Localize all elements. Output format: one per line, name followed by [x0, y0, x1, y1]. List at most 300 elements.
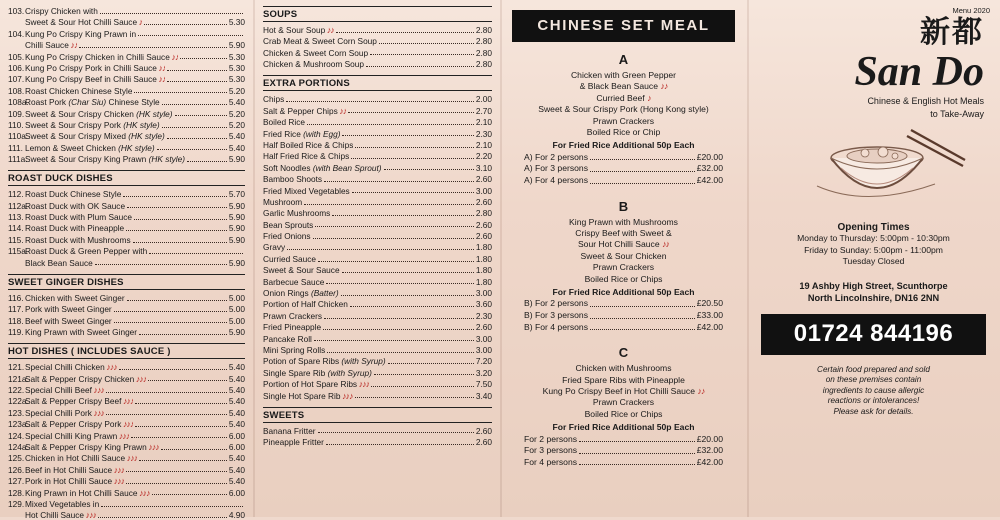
menu-item-row [8, 86, 245, 96]
menu-item-price: 2.60 [475, 425, 492, 436]
menu-item-row [8, 316, 245, 326]
menu-item-number: 110a. [8, 131, 29, 142]
disclaimer-line: ingredients to cause allergic [822, 385, 925, 395]
menu-item-name: Hot Chilli Sauce ♪♪♪ [25, 510, 97, 520]
menu-item-price: 3.60 [475, 299, 492, 310]
dot-leader [167, 80, 226, 82]
dot-leader [134, 218, 227, 220]
menu-item-name: Beef with Sweet Ginger [25, 315, 112, 326]
menu-item-name: Portion of Hot Spare Ribs ♪♪♪ [263, 379, 370, 390]
menu-item-name: Garlic Mushrooms [263, 208, 331, 219]
menu-item-price: 2.00 [475, 94, 492, 105]
menu-item-name: Roast Duck & Green Pepper with [25, 246, 148, 257]
dot-leader [307, 123, 474, 125]
menu-item-row [8, 293, 245, 303]
dot-leader [286, 100, 474, 102]
set-meal-letter: B [618, 198, 629, 214]
dot-leader [135, 425, 226, 427]
dot-leader [95, 263, 227, 265]
dot-leader [131, 436, 227, 438]
menu-item-row [263, 231, 492, 241]
menu-item-name: Roast Duck Chinese Style [25, 189, 122, 200]
menu-item-price: 6.00 [228, 441, 245, 452]
menu-item-row [8, 465, 245, 475]
set-meal-price: £32.00 [696, 445, 723, 456]
menu-item-price: 3.00 [475, 333, 492, 344]
menu-item-price: 5.40 [228, 396, 245, 407]
menu-item-name: Beef in Hot Chilli Sauce ♪♪♪ [25, 464, 125, 475]
menu-item-name: Fried Rice (with Egg) [263, 128, 341, 139]
menu-item-row [263, 391, 492, 401]
menu-section [263, 6, 492, 69]
menu-item-name: Sweet & Sour Crispy Pork (HK style) [25, 119, 160, 130]
set-meal-price-label: B) For 4 persons [524, 321, 588, 332]
menu-item-name: Salt & Pepper Crispy Chicken ♪♪♪ [25, 373, 147, 384]
dot-leader [315, 225, 474, 227]
menu-item-row [8, 120, 245, 130]
set-meal-dish: Sweet & Sour Chicken [580, 250, 667, 261]
menu-item-name: Soft Noodles (with Bean Sprout) [263, 162, 382, 173]
set-meal-price: £42.00 [696, 175, 723, 186]
section-title: SOUPS [263, 6, 492, 22]
dot-leader [590, 152, 695, 161]
menu-item-name: Roast Chicken Chinese Style [25, 85, 133, 96]
menu-item-number: 123. [8, 407, 25, 418]
menu-item-row [263, 299, 492, 309]
opening-time-line: Monday to Thursday: 5:00pm - 10:30pm [797, 233, 950, 243]
dot-leader [342, 134, 473, 136]
dot-leader [144, 23, 227, 25]
menu-item-row [263, 163, 492, 173]
menu-item-name: Portion of Half Chicken [263, 299, 348, 310]
dot-leader [374, 373, 474, 375]
panel-dishes [0, 0, 253, 520]
chilli-icon: ♪♪♪ [117, 430, 130, 441]
panel-soups-extras [253, 0, 500, 517]
set-meal-price-row [510, 322, 737, 334]
menu-item-price: 2.10 [475, 117, 492, 128]
menu-item-number: 112. [8, 189, 24, 200]
menu-item-name: Mushroom [263, 196, 303, 207]
disclaimer-line: on these premises contain [825, 375, 922, 385]
menu-item-row [8, 40, 245, 50]
menu-item-price: 5.90 [228, 223, 245, 234]
dot-leader [326, 282, 473, 284]
set-meal-price-row [510, 457, 737, 469]
menu-item-number: 114. [8, 223, 24, 234]
menu-section-list [8, 170, 245, 520]
menu-item-name: Crispy Chicken with [25, 6, 98, 16]
menu-section-list [263, 6, 492, 447]
menu-item-number: 103. [8, 6, 25, 16]
menu-item-number: 127. [8, 476, 25, 487]
disclaimer-line: reactions or intolerances! [827, 396, 920, 406]
dot-leader [313, 237, 474, 239]
dot-leader [370, 53, 474, 55]
menu-item-name: Crab Meat & Sweet Corn Soup [263, 36, 377, 47]
menu-item-number: 107. [8, 74, 25, 85]
menu-item-price: 6.00 [228, 430, 245, 441]
menu-item-number: 108a. [8, 97, 29, 108]
menu-item-row [8, 223, 245, 233]
allergy-disclaimer [767, 365, 980, 418]
chilli-icon: ♪♪ [337, 105, 347, 116]
menu-item-price: 5.90 [228, 212, 245, 223]
menu-item-number: 129. [8, 498, 25, 509]
dot-leader [101, 505, 243, 507]
dot-leader [590, 310, 695, 319]
dot-leader [106, 391, 227, 393]
menu-item-price: 2.70 [475, 105, 492, 116]
set-meal-dish: Fried Spare Ribs with Pineapple [562, 374, 685, 385]
menu-item-row [8, 385, 245, 395]
set-meal-dish: Chicken with Mushrooms [575, 363, 672, 374]
dot-leader [579, 434, 695, 443]
menu-item-row [8, 109, 245, 119]
section-title: SWEETS [263, 407, 492, 423]
menu-item-row [263, 117, 492, 127]
menu-item-row [263, 437, 492, 447]
menu-item-row [263, 48, 492, 58]
menu-item-price: 2.80 [475, 59, 492, 70]
set-meal-block [510, 52, 737, 187]
menu-item-row [8, 431, 245, 441]
dot-leader [350, 305, 474, 307]
menu-item-list-top [8, 6, 245, 164]
chilli-icon: ♪♪ [697, 386, 705, 397]
menu-item-price: 5.00 [228, 292, 245, 303]
menu-item-row [8, 131, 245, 141]
dot-leader [114, 321, 227, 323]
menu-item-name: Bamboo Shoots [263, 174, 323, 185]
dot-leader [135, 402, 226, 404]
chilli-icon: ♪♪ [169, 51, 179, 62]
menu-item-row [8, 74, 245, 84]
set-meal-price-label: For 4 persons [524, 456, 578, 467]
set-meal-dish: Sour Hot Chilli Sauce ♪♪ [577, 239, 670, 250]
menu-item-name: Mini Spring Rolls [263, 344, 326, 355]
menu-item-name: Salt & Pepper Crispy King Prawn ♪♪♪ [25, 441, 159, 452]
set-meal-price-label: A) For 2 persons [524, 151, 588, 162]
menu-section [8, 343, 245, 520]
menu-item-number: 128. [8, 487, 25, 498]
set-meal-letter: C [618, 345, 629, 361]
set-meal-price-label: B) For 3 persons [524, 310, 588, 321]
menu-item-price: 3.40 [475, 390, 492, 401]
menu-item-name: Sweet & Sour Sauce [263, 265, 340, 276]
menu-item-price: 2.80 [475, 208, 492, 219]
menu-item-row [263, 106, 492, 116]
dot-leader [162, 103, 227, 105]
menu-item-price: 5.00 [228, 304, 245, 315]
menu-item-row [263, 322, 492, 332]
dot-leader [324, 317, 474, 319]
dot-leader [152, 493, 227, 495]
dot-leader [106, 413, 227, 415]
set-meal-price: £32.00 [696, 163, 723, 174]
menu-item-name: Kung Po Crispy Beef in Chilli Sauce ♪♪ [25, 74, 166, 85]
menu-year-label: Menu 2020 [952, 6, 990, 15]
menu-item-row [263, 368, 492, 378]
menu-item-row [263, 59, 492, 69]
menu-item-row [8, 52, 245, 62]
set-meal-price-label: A) For 4 persons [524, 175, 588, 186]
set-meal-dish: Sweet & Sour Crispy Pork (Hong Kong style) [538, 104, 709, 115]
set-meal-dish: Boiled Rice or Chips [584, 273, 663, 284]
menu-item-row [8, 499, 245, 509]
dot-leader [114, 310, 227, 312]
menu-item-price: 2.80 [475, 36, 492, 47]
menu-item-price: 5.20 [228, 85, 245, 96]
menu-item-row [8, 201, 245, 211]
dot-leader [167, 69, 226, 71]
chilli-icon: ♪♪♪ [134, 373, 147, 384]
menu-item-row [263, 311, 492, 321]
menu-item-number: 117. [8, 304, 24, 315]
set-meal-price-label: For 3 persons [524, 445, 578, 456]
chilli-icon: ♪♪♪ [84, 510, 97, 520]
dot-leader [318, 431, 474, 433]
menu-item-name: Hot & Sour Soup ♪♪ [263, 25, 334, 35]
menu-item-price: 5.40 [228, 464, 245, 475]
dot-leader [327, 351, 474, 353]
menu-item-name: Lemon & Sweet Chicken (HK style) [25, 142, 155, 153]
menu-item-price: 1.80 [475, 265, 492, 276]
menu-item-price: 5.30 [228, 51, 245, 62]
menu-item-row [263, 208, 492, 218]
menu-item-row [263, 174, 492, 184]
menu-item-name: Fried Onions [263, 231, 311, 242]
menu-item-number: 108. [8, 85, 25, 96]
menu-item-number: 125. [8, 453, 25, 464]
menu-item-name: Salt & Pepper Crispy Pork ♪♪♪ [25, 419, 134, 430]
chilli-icon: ♪♪♪ [112, 464, 125, 475]
menu-item-name: Roast Duck with Plum Sauce [25, 212, 132, 223]
chilli-icon: ♪♪♪ [137, 487, 150, 498]
phone-number[interactable]: 01724 844196 [761, 314, 986, 355]
menu-item-row [8, 419, 245, 429]
set-meal-price-row [510, 175, 737, 187]
menu-item-name: Chilli Sauce ♪♪ [25, 40, 78, 51]
chilli-icon: ♪♪ [156, 74, 166, 85]
menu-item-name: King Prawn in Hot Chilli Sauce ♪♪♪ [25, 487, 150, 498]
menu-section [8, 170, 245, 268]
chilli-icon: ♪♪ [660, 81, 668, 92]
dot-leader [384, 168, 474, 170]
menu-item-price: 1.80 [475, 242, 492, 253]
chilli-icon: ♪♪♪ [357, 379, 370, 390]
set-meal-list [510, 52, 737, 468]
menu-item-name: Pancake Roll [263, 333, 312, 344]
menu-item-row [263, 36, 492, 46]
dot-leader [119, 368, 227, 370]
menu-item-name: Black Bean Sauce [25, 257, 93, 268]
noodle-bowl-illustration [757, 122, 990, 218]
set-meal-price: £20.00 [696, 151, 723, 162]
set-meal-dish: Crispy Beef with Sweet & [575, 228, 672, 239]
menu-item-price: 2.30 [475, 310, 492, 321]
menu-item-row [263, 151, 492, 161]
chilli-icon: ♪♪♪ [112, 476, 125, 487]
chilli-icon: ♪♪♪ [146, 441, 159, 452]
menu-item-name: Special Chilli Chicken ♪♪♪ [25, 362, 117, 373]
menu-item-price: 5.40 [228, 362, 245, 373]
set-meal-note: For Fried Rice Additional 50p Each [552, 140, 695, 151]
chilli-icon: ♪♪ [325, 25, 334, 35]
menu-item-price: 3.00 [475, 288, 492, 299]
menu-item-name: Barbecue Sauce [263, 276, 325, 287]
opening-time-line: Tuesday Closed [842, 256, 905, 266]
dot-leader [351, 157, 474, 159]
set-meal-price: £42.00 [696, 321, 723, 332]
menu-item-row [8, 396, 245, 406]
set-meal-dish: Kung Po Crispy Beef in Hot Chilli Sauce ♪♪ [542, 386, 705, 397]
menu-item-row [8, 17, 245, 27]
menu-item-row [263, 288, 492, 298]
menu-item-name: Mixed Vegetables in [25, 498, 100, 509]
menu-item-number: 109. [8, 108, 25, 119]
dot-leader [579, 445, 695, 454]
menu-section [263, 75, 492, 400]
set-meal-price-label: For 2 persons [524, 433, 578, 444]
menu-item-row [8, 453, 245, 463]
opening-times-heading: Opening Times [837, 222, 910, 233]
menu-item-price: 5.70 [228, 189, 245, 200]
menu-item-row [263, 426, 492, 436]
dot-leader [79, 46, 227, 48]
menu-item-row [8, 143, 245, 153]
menu-item-name: Roast Duck with Pineapple [25, 223, 125, 234]
dot-leader [139, 333, 227, 335]
menu-item-number: 115. [8, 234, 24, 245]
dot-leader [342, 271, 474, 273]
dot-leader [318, 260, 474, 262]
menu-item-name: Half Fried Rice & Chips [263, 151, 350, 162]
chilli-icon: ♪♪♪ [104, 362, 117, 373]
menu-item-name: Potion of Spare Ribs (with Syrup) [263, 356, 386, 367]
chilli-icon: ♪♪♪ [121, 396, 134, 407]
menu-item-price: 5.40 [228, 419, 245, 430]
set-meal-dish: King Prawn with Mushrooms [569, 216, 678, 227]
dot-leader [304, 203, 474, 205]
address-line-2: North Lincolnshire, DN16 2NN [807, 292, 940, 303]
menu-item-price: 5.40 [228, 131, 245, 142]
menu-item-name: Sweet & Sour Crispy Chicken (HK style) [25, 108, 173, 119]
menu-item-price: 2.60 [475, 196, 492, 207]
set-meal-block [510, 345, 737, 468]
address-line-1: 19 Ashby High Street, Scunthorpe [799, 280, 948, 291]
set-meal-price-row [510, 445, 737, 457]
menu-item-row [8, 97, 245, 107]
menu-item-row [8, 304, 245, 314]
menu-item-price: 1.80 [475, 276, 492, 287]
tagline-line-1: Chinese & English Hot Meals [867, 96, 984, 106]
menu-item-name: Kung Po Crispy King Prawn in [25, 28, 137, 39]
menu-item-price: 2.60 [475, 219, 492, 230]
menu-item-row [263, 242, 492, 252]
menu-item-row [25, 510, 245, 520]
set-meal-block [510, 199, 737, 334]
menu-item-name: Banana Fritter [263, 425, 316, 436]
dot-leader [332, 214, 474, 216]
menu-item-price: 2.30 [475, 128, 492, 139]
section-title: HOT DISHES ( INCLUDES SAUCE ) [8, 343, 245, 359]
section-title: SWEET GINGER DISHES [8, 274, 245, 290]
chilli-icon: ♪♪♪ [121, 419, 134, 430]
dot-leader [371, 385, 474, 387]
dot-leader [126, 482, 227, 484]
menu-item-price: 3.10 [475, 162, 492, 173]
panel-branding [747, 0, 1000, 517]
menu-item-price: 5.30 [228, 74, 245, 85]
set-meal-price: £20.50 [696, 298, 723, 309]
menu-item-name: Pork in Hot Chilli Sauce ♪♪♪ [25, 476, 125, 487]
menu-item-row [8, 374, 245, 384]
menu-item-name: Roast Duck with OK Sauce [25, 200, 126, 211]
menu-section [8, 274, 245, 337]
menu-item-price: 1.80 [475, 253, 492, 264]
dot-leader [287, 248, 474, 250]
set-meal-dish: Boiled Rice or Chip [586, 127, 661, 138]
dot-leader [590, 322, 695, 331]
dot-leader [100, 12, 243, 14]
chinese-name: 新都 [920, 16, 984, 49]
menu-item-row [8, 362, 245, 372]
menu-item-price: 3.00 [475, 344, 492, 355]
menu-item-row [8, 154, 245, 164]
menu-item-price: 5.20 [228, 108, 245, 119]
dot-leader [323, 328, 474, 330]
dot-leader [324, 180, 474, 182]
menu-item-name: King Prawn with Sweet Ginger [25, 327, 138, 337]
brand-name: San Do [854, 49, 984, 95]
menu-item-row [263, 379, 492, 389]
dot-leader [590, 175, 695, 184]
menu-item-name: Salt & Pepper Chips ♪♪ [263, 105, 347, 116]
dot-leader [355, 146, 473, 148]
dot-leader [187, 160, 227, 162]
menu-item-name: Curried Sauce [263, 253, 317, 264]
menu-item-price: 5.40 [228, 453, 245, 464]
set-meal-price-label: B) For 2 persons [524, 298, 588, 309]
menu-item-price: 3.20 [475, 367, 492, 378]
menu-item-price: 2.60 [475, 174, 492, 185]
menu-item-row [25, 258, 245, 268]
opening-time-line: Friday to Sunday: 5:00pm - 11:00pm [804, 244, 943, 255]
section-title: EXTRA PORTIONS [263, 75, 492, 91]
menu-item-row [8, 408, 245, 418]
menu-item-row [263, 254, 492, 264]
menu-item-name: Roast Pork (Char Siu) Chinese Style [25, 97, 160, 108]
set-meal-dish: Chicken with Green Pepper [570, 70, 677, 80]
menu-item-price: 5.30 [228, 62, 245, 73]
dot-leader [336, 31, 474, 33]
dot-leader [388, 362, 474, 364]
set-meal-note: For Fried Rice Additional 50p Each [552, 422, 695, 433]
menu-item-row [263, 94, 492, 104]
menu-item-name: Roast Duck with Mushrooms [25, 234, 131, 245]
dot-leader [127, 206, 227, 208]
menu-item-name: Special Chilli Beef ♪♪♪ [25, 384, 104, 395]
menu-item-row [8, 235, 245, 245]
set-meal-price: £33.00 [696, 310, 723, 321]
set-meal-price-row [510, 298, 737, 310]
dot-leader [355, 396, 474, 398]
menu-item-price: 4.90 [228, 510, 245, 520]
chilli-icon: ♪♪♪ [91, 407, 104, 418]
menu-item-number: 111. [8, 142, 23, 153]
dot-leader [326, 443, 474, 445]
